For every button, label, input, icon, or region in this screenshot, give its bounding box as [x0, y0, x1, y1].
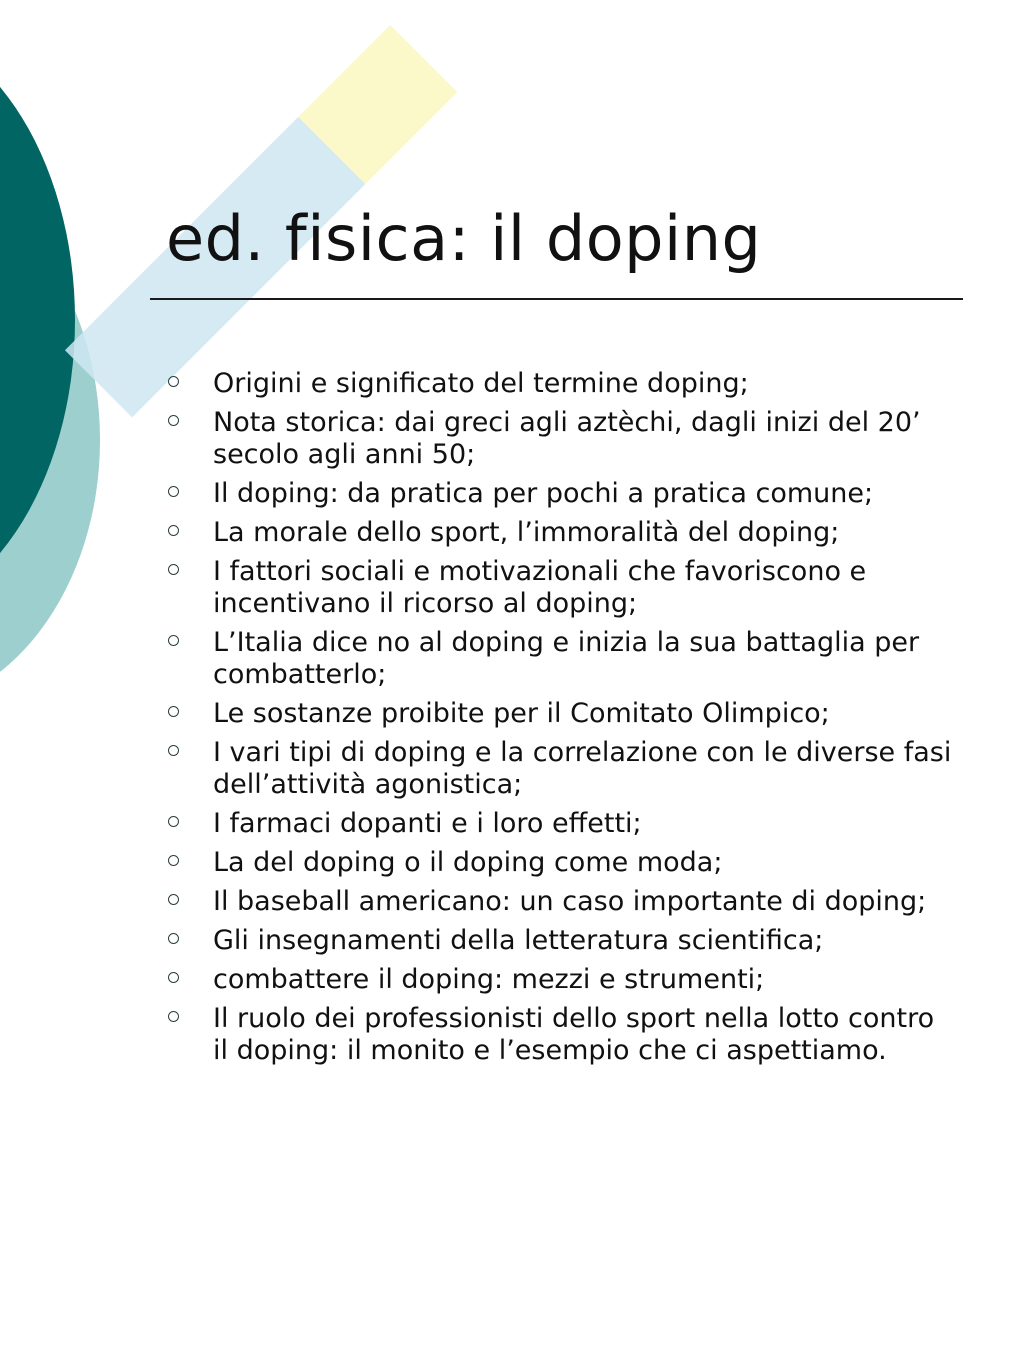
list-item-text: I fattori sociali e motivazionali che favoriscono e incentivano il ricorso al doping; — [213, 556, 867, 619]
list-item-text: I vari tipi di doping e la correlazione con le diverse fasi dell’attività agonistica; — [213, 737, 952, 800]
list-item — [166, 517, 956, 549]
list-item-text: L’Italia dice no al doping e inizia la sua battaglia per combatterlo; — [213, 627, 920, 690]
list-item-text: La del doping o il doping come moda; — [213, 847, 723, 878]
list-item-text: La morale dello sport, l’immoralità del doping; — [213, 517, 840, 548]
title-divider — [150, 298, 963, 300]
list-item — [166, 925, 956, 957]
hollow-circle-icon — [168, 635, 179, 646]
hollow-circle-icon — [168, 376, 179, 387]
hollow-circle-icon — [168, 486, 179, 497]
slide-title: ed. fisica: il doping — [166, 202, 762, 275]
list-item-text: Le sostanze proibite per il Comitato Olimpico; — [213, 698, 830, 729]
list-item-text: Origini e significato del termine doping; — [213, 368, 749, 399]
hollow-circle-icon — [168, 933, 179, 944]
hollow-circle-icon — [168, 564, 179, 575]
hollow-circle-icon — [168, 706, 179, 717]
list-item — [166, 847, 956, 879]
list-item — [166, 407, 956, 471]
hollow-circle-icon — [168, 525, 179, 536]
list-item — [166, 627, 956, 691]
list-item — [166, 1003, 956, 1067]
list-item-text: Il baseball americano: un caso importante di doping; — [213, 886, 927, 917]
hollow-circle-icon — [168, 1011, 179, 1022]
list-item — [166, 556, 956, 620]
list-item-text: Il doping: da pratica per pochi a pratica comune; — [213, 478, 874, 509]
hollow-circle-icon — [168, 972, 179, 983]
list-item — [166, 478, 956, 510]
hollow-circle-icon — [168, 415, 179, 426]
list-item — [166, 737, 956, 801]
topic-list — [166, 368, 956, 1074]
list-item-text: Il ruolo dei professionisti dello sport nella lotto contro il doping: il monito e l’esempio che ci aspettiamo. — [213, 1003, 935, 1066]
list-item-text: combattere il doping: mezzi e strumenti; — [213, 964, 765, 995]
list-item — [166, 698, 956, 730]
list-item-text: Gli insegnamenti della letteratura scientifica; — [213, 925, 824, 956]
hollow-circle-icon — [168, 855, 179, 866]
list-item-text: Nota storica: dai greci agli aztèchi, dagli inizi del 20’ secolo agli anni 50; — [213, 407, 921, 470]
list-item-text: I farmaci dopanti e i loro effetti; — [213, 808, 642, 839]
list-item — [166, 808, 956, 840]
list-item — [166, 886, 956, 918]
hollow-circle-icon — [168, 745, 179, 756]
list-item — [166, 368, 956, 400]
hollow-circle-icon — [168, 894, 179, 905]
hollow-circle-icon — [168, 816, 179, 827]
list-item — [166, 964, 956, 996]
